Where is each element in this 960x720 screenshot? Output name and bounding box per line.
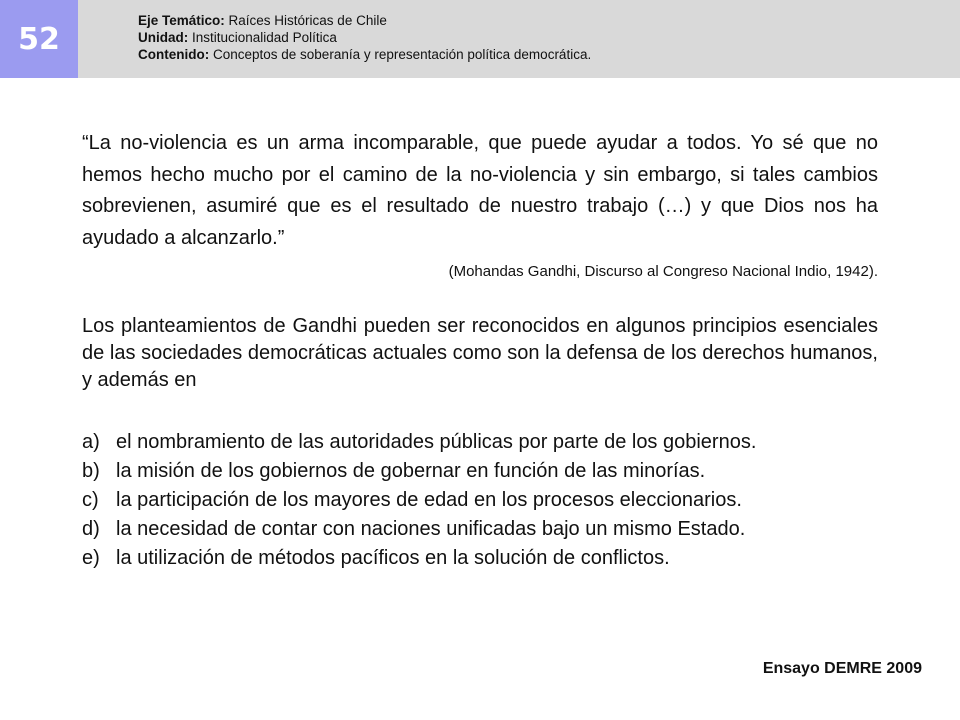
contenido-label: Contenido: (138, 47, 210, 62)
eje-tematico (138, 12, 591, 29)
option-e[interactable] (82, 544, 878, 573)
option-a[interactable] (82, 428, 878, 457)
option-d[interactable] (82, 515, 878, 544)
eje-label: Eje Temático: (138, 13, 225, 28)
option-text: la participación de los mayores de edad en los procesos eleccionarios. (116, 489, 742, 511)
contenido-value: Conceptos de soberanía y representación política democrática. (209, 47, 592, 62)
option-c[interactable] (82, 486, 878, 515)
footer-source: Ensayo DEMRE 2009 (762, 660, 922, 677)
eje-value: Raíces Históricas de Chile (224, 13, 387, 28)
question-prompt: Los planteamientos de Gandhi pueden ser reconocidos en algunos principios esenciales de las sociedades democráticas actuales como son la defensa de los derechos humanos, y además en (82, 315, 878, 391)
quote-text: “La no-violencia es un arma incomparable, que puede ayudar a todos. Yo sé que no hemos hecho mucho por el camino de la no-violencia y sin embargo, si tales cambios sobrevienen, asumiré que es el resultado de nuestro trabajo (…) y que Dios nos ha ayudado a alcanzarlo.” (82, 132, 878, 249)
quote-source: (Mohandas Gandhi, Discurso al Congreso Nacional Indio, 1942). (448, 263, 878, 280)
answer-options (82, 428, 878, 573)
option-b[interactable] (82, 457, 878, 486)
option-text: el nombramiento de las autoridades públicas por parte de los gobiernos. (116, 431, 757, 453)
unidad-label: Unidad: (138, 30, 189, 45)
unidad-value: Institucionalidad Política (188, 30, 337, 45)
unidad (138, 29, 591, 46)
option-text: la necesidad de contar con naciones unificadas bajo un mismo Estado. (116, 518, 746, 540)
option-text: la misión de los gobiernos de gobernar en función de las minorías. (116, 460, 706, 482)
contenido (138, 46, 591, 63)
option-letter: e) (82, 547, 100, 569)
option-letter: c) (82, 489, 99, 511)
option-letter: a) (82, 431, 100, 453)
option-letter: b) (82, 460, 100, 482)
option-text: la utilización de métodos pacíficos en la solución de conflictos. (116, 547, 670, 569)
question-number: 52 (0, 0, 78, 78)
header-meta (138, 12, 591, 63)
option-letter: d) (82, 518, 100, 540)
